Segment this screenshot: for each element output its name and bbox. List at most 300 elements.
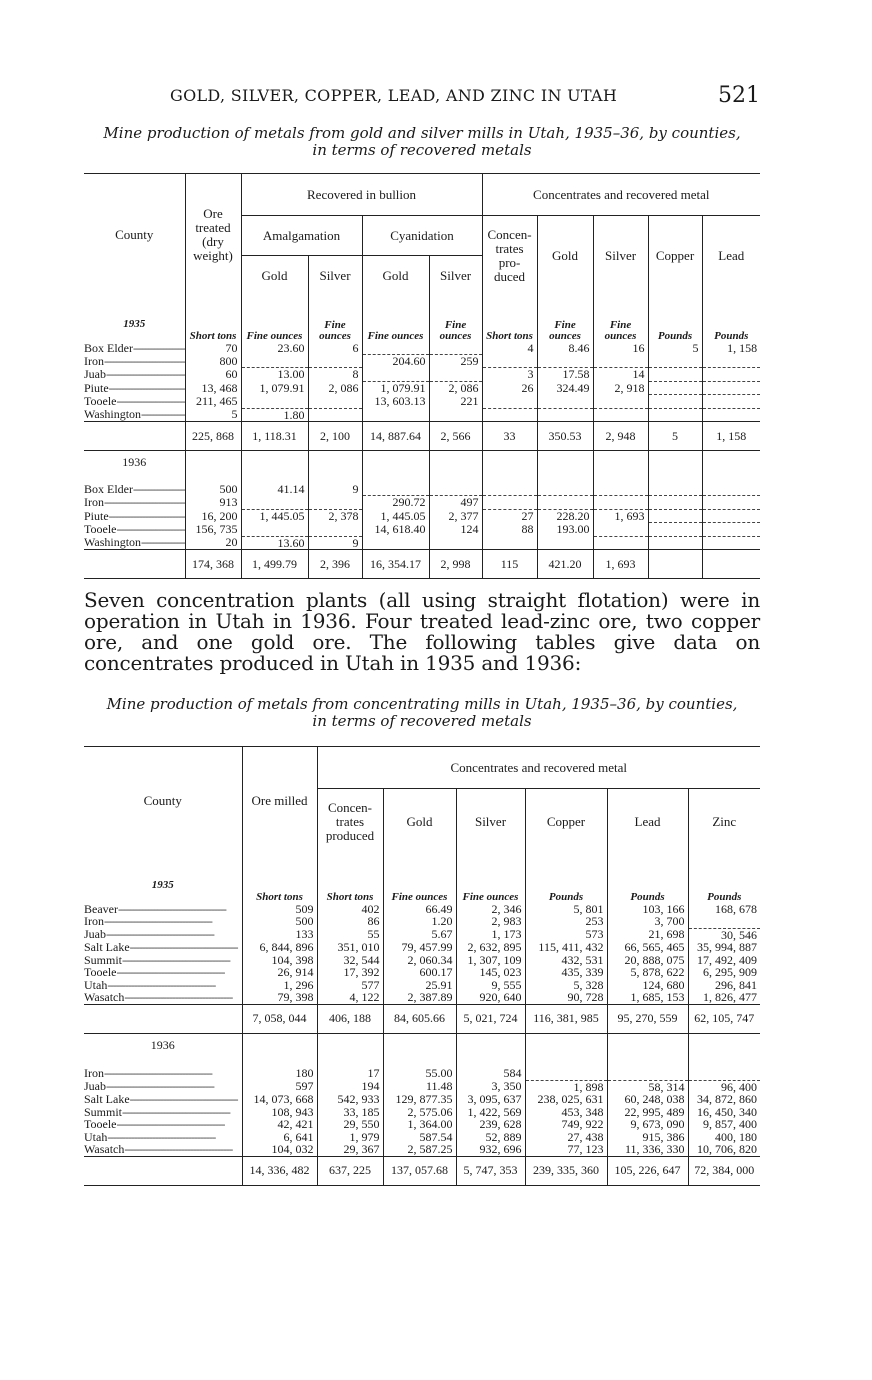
table-cell: 104, 032 <box>242 1143 317 1156</box>
table-cell <box>537 536 593 550</box>
total-cell: 116, 381, 985 <box>525 1004 607 1033</box>
total-cell: 5, 021, 724 <box>456 1004 525 1033</box>
total-cell: 637, 225 <box>317 1156 383 1185</box>
table-cell: 1, 422, 569 <box>456 1106 525 1119</box>
table-cell: 2, 378 <box>308 509 362 523</box>
table-cell <box>702 355 760 368</box>
table-cell: 16, 450, 340 <box>688 1106 760 1119</box>
table-cell: 9, 555 <box>456 979 525 992</box>
table-cell: 13.60 <box>241 536 308 550</box>
county-name <box>84 903 242 916</box>
table-cell <box>702 523 760 537</box>
unit-label: Fine ounces <box>593 296 648 342</box>
table-cell: 103, 166 <box>607 903 688 916</box>
table-cell: 11, 336, 330 <box>607 1143 688 1156</box>
table1-caption-line1: Mine production of metals from gold and silver mills in Utah, 1935–36, by counties, <box>103 124 741 142</box>
table-cell: 800 <box>185 355 241 368</box>
spacer-cell <box>241 451 308 483</box>
total-cell: 16, 354.17 <box>362 550 429 579</box>
county-name <box>84 509 185 523</box>
table-cell: 5, 328 <box>525 979 607 992</box>
county-name <box>84 1067 242 1080</box>
table-cell: 25.91 <box>383 979 456 992</box>
table-cell: 90, 728 <box>525 991 607 1004</box>
county-label: Tooele ----- <box>84 395 185 409</box>
total-cell: 5, 747, 353 <box>456 1156 525 1185</box>
body-paragraph: Seven concentration plants (all using straight flotation) were in operation in Utah in 1936. Four treated lead-zinc ore, two copper ore, and one gold ore. The following tables give data on concentrates produced in Utah in 1935 and 1936: <box>84 588 760 675</box>
county-name <box>84 1080 242 1093</box>
table-row <box>84 509 760 523</box>
table-cell: 435, 339 <box>525 966 607 979</box>
table-cell: 3, 350 <box>456 1080 525 1093</box>
table-row <box>84 1106 760 1119</box>
col-header-amalg-silver: Silver <box>308 256 362 296</box>
table-row <box>84 979 760 992</box>
col-header-amalg-gold: Gold <box>241 256 308 296</box>
table-cell: 108, 943 <box>242 1106 317 1119</box>
table-cell: 34, 872, 860 <box>688 1093 760 1106</box>
total-cell: 2, 396 <box>308 550 362 579</box>
table-row <box>84 1118 760 1131</box>
units-row <box>84 855 760 903</box>
table-row <box>84 991 760 1004</box>
county-name <box>84 1131 242 1144</box>
table-cell: 133 <box>242 928 317 941</box>
county-name <box>84 342 185 355</box>
table-cell <box>482 496 537 510</box>
county-label: Salt Lake ----- <box>84 1093 238 1106</box>
table-cell: 584 <box>456 1067 525 1080</box>
table-cell: 5 <box>648 342 702 355</box>
table-cell: 204.60 <box>362 355 429 368</box>
table-cell: 3 <box>482 368 537 382</box>
table-cell: 180 <box>242 1067 317 1080</box>
table-cell <box>308 395 362 409</box>
table-cell <box>688 915 760 928</box>
table-cell: 290.72 <box>362 496 429 510</box>
table-cell: 932, 696 <box>456 1143 525 1156</box>
table-cell: 17, 392 <box>317 966 383 979</box>
unit-label: Fine ounces <box>383 855 456 903</box>
table-cell <box>241 355 308 368</box>
table-cell: 2, 632, 895 <box>456 941 525 954</box>
table-cell: 193.00 <box>537 523 593 537</box>
table-row <box>84 536 760 550</box>
county-name <box>84 496 185 510</box>
table-cell: 55.00 <box>383 1067 456 1080</box>
table-cell: 5.67 <box>383 928 456 941</box>
table-cell: 41.14 <box>241 483 308 496</box>
unit-label: Fine ounces <box>537 296 593 342</box>
county-label: Summit ----- <box>84 1106 230 1119</box>
county-name <box>84 966 242 979</box>
table-row <box>84 368 760 382</box>
county-label: Juab ----- <box>84 368 185 382</box>
table-cell: 27 <box>482 509 537 523</box>
table-cell: 1, 173 <box>456 928 525 941</box>
table-row <box>84 1131 760 1144</box>
units-row <box>84 296 760 342</box>
table-cell <box>241 496 308 510</box>
county-name <box>84 381 185 395</box>
total-cell: 14, 887.64 <box>362 422 429 451</box>
table-cell: 1.80 <box>241 408 308 422</box>
total-cell: 62, 105, 747 <box>688 1004 760 1033</box>
table-row <box>84 941 760 954</box>
concentrating-mills-table <box>84 746 760 1186</box>
table-cell <box>593 496 648 510</box>
table-cell: 509 <box>242 903 317 916</box>
unit-label: Short tons <box>242 855 317 903</box>
table-row <box>84 483 760 496</box>
col-header-ore-treated: Ore treated (dry weight) <box>185 174 241 296</box>
table-cell: 1, 693 <box>593 509 648 523</box>
table-cell <box>702 509 760 523</box>
table-cell: 58, 314 <box>607 1080 688 1093</box>
spacer-cell <box>362 451 429 483</box>
total-label-cell <box>84 1004 242 1033</box>
table-cell <box>537 496 593 510</box>
table-cell <box>241 523 308 537</box>
table-cell: 238, 025, 631 <box>525 1093 607 1106</box>
county-label: Salt Lake ----- <box>84 941 238 954</box>
table-cell: 88 <box>482 523 537 537</box>
table-cell <box>702 381 760 395</box>
table-cell <box>593 408 648 422</box>
total-cell: 7, 058, 044 <box>242 1004 317 1033</box>
table-row <box>84 915 760 928</box>
table-cell: 145, 023 <box>456 966 525 979</box>
table-cell: 124, 680 <box>607 979 688 992</box>
total-cell: 2, 566 <box>429 422 482 451</box>
table-cell: 239, 628 <box>456 1118 525 1131</box>
table-cell <box>648 408 702 422</box>
table-cell: 55 <box>317 928 383 941</box>
table-cell <box>482 408 537 422</box>
county-name <box>84 915 242 928</box>
table-cell: 29, 550 <box>317 1118 383 1131</box>
total-cell: 239, 335, 360 <box>525 1156 607 1185</box>
table-cell: 5, 878, 622 <box>607 966 688 979</box>
table-cell <box>308 496 362 510</box>
table-cell: 70 <box>185 342 241 355</box>
table-cell: 79, 398 <box>242 991 317 1004</box>
table2-caption-line1: Mine production of metals from concentrating mills in Utah, 1935–36, by counties, <box>106 695 738 713</box>
table-cell: 324.49 <box>537 381 593 395</box>
group-header-concentrates: Concentrates and recovered metal <box>482 174 760 216</box>
table-row <box>84 342 760 355</box>
total-cell: 2, 998 <box>429 550 482 579</box>
table-cell: 20 <box>185 536 241 550</box>
county-name <box>84 979 242 992</box>
table-cell: 573 <box>525 928 607 941</box>
table-cell: 11.48 <box>383 1080 456 1093</box>
col-header-concentrates-produced: Concen-trates produced <box>317 789 383 855</box>
table-cell: 1, 445.05 <box>362 509 429 523</box>
unit-label: Fine ounces <box>429 296 482 342</box>
table-cell: 1, 296 <box>242 979 317 992</box>
page-number: 521 <box>718 83 760 108</box>
table-cell: 6, 844, 896 <box>242 941 317 954</box>
table-cell: 2, 060.34 <box>383 954 456 967</box>
table-cell: 2, 918 <box>593 381 648 395</box>
spacer-cell <box>383 1033 456 1067</box>
table-cell: 9 <box>308 483 362 496</box>
table-cell: 1, 158 <box>702 342 760 355</box>
table-cell: 20, 888, 075 <box>607 954 688 967</box>
total-cell: 1, 158 <box>702 422 760 451</box>
table-cell: 10, 706, 820 <box>688 1143 760 1156</box>
table-cell: 2, 575.06 <box>383 1106 456 1119</box>
county-label: Juab ----- <box>84 928 214 941</box>
total-cell: 1, 118.31 <box>241 422 308 451</box>
unit-label: Pounds <box>688 855 760 903</box>
table-cell: 9, 673, 090 <box>607 1118 688 1131</box>
table-cell: 228.20 <box>537 509 593 523</box>
spacer-cell <box>525 1033 607 1067</box>
table-row <box>84 1067 760 1080</box>
table-cell <box>362 536 429 550</box>
year-label-1936: 1936 <box>122 455 147 469</box>
col-header-cyan-silver: Silver <box>429 256 482 296</box>
table-cell <box>482 483 537 496</box>
table-cell: 115, 411, 432 <box>525 941 607 954</box>
table-cell: 129, 877.35 <box>383 1093 456 1106</box>
table-cell <box>537 355 593 368</box>
table-cell: 124 <box>429 523 482 537</box>
table-cell: 587.54 <box>383 1131 456 1144</box>
table-cell <box>702 496 760 510</box>
county-label: Piute ----- <box>84 381 185 395</box>
table-cell: 29, 367 <box>317 1143 383 1156</box>
table-cell: 2, 587.25 <box>383 1143 456 1156</box>
table1-caption-line2: in terms of recovered metals <box>312 141 532 159</box>
table-cell <box>648 395 702 409</box>
total-cell: 1, 693 <box>593 550 648 579</box>
table-cell: 259 <box>429 355 482 368</box>
table-cell: 542, 933 <box>317 1093 383 1106</box>
table-cell <box>308 523 362 537</box>
table-cell: 26, 914 <box>242 966 317 979</box>
table-row <box>84 954 760 967</box>
unit-label: Short tons <box>317 855 383 903</box>
spacer-cell <box>593 451 648 483</box>
table-cell <box>648 355 702 368</box>
table-cell: 6, 295, 909 <box>688 966 760 979</box>
table-cell: 2, 346 <box>456 903 525 916</box>
table-cell: 79, 457.99 <box>383 941 456 954</box>
table-cell: 2, 377 <box>429 509 482 523</box>
unit-label: Fine ounces <box>308 296 362 342</box>
county-label: Iron ----- <box>84 915 212 928</box>
col-header-copper: Copper <box>648 216 702 296</box>
county-label: Washington ----- <box>84 408 185 421</box>
table-cell: 52, 889 <box>456 1131 525 1144</box>
table-cell <box>429 483 482 496</box>
county-name <box>84 536 185 550</box>
table-row <box>84 408 760 422</box>
col-header-conc-gold: Gold <box>537 216 593 296</box>
table-cell: 8.46 <box>537 342 593 355</box>
running-title: GOLD, SILVER, COPPER, LEAD, AND ZINC IN UTAH <box>170 86 618 105</box>
table-cell: 1, 079.91 <box>241 381 308 395</box>
table-cell: 13.00 <box>241 368 308 382</box>
col-header-lead: Lead <box>702 216 760 296</box>
unit-label: Fine ounces <box>456 855 525 903</box>
total-cell: 2, 948 <box>593 422 648 451</box>
table-cell: 17 <box>317 1067 383 1080</box>
county-name <box>84 408 185 422</box>
unit-label: Fine ounces <box>362 296 429 342</box>
table-cell: 2, 086 <box>308 381 362 395</box>
table-cell: 60 <box>185 368 241 382</box>
table-cell <box>593 355 648 368</box>
spacer-cell <box>702 451 760 483</box>
table-row <box>84 381 760 395</box>
county-name <box>84 1106 242 1119</box>
table-cell: 4 <box>482 342 537 355</box>
table-cell <box>648 536 702 550</box>
table-cell: 66, 565, 465 <box>607 941 688 954</box>
table-cell <box>308 355 362 368</box>
spacer-cell <box>648 451 702 483</box>
table-cell <box>482 395 537 409</box>
group-header-bullion: Recovered in bullion <box>241 174 482 216</box>
col-header-ore-milled: Ore milled <box>242 747 317 855</box>
table-cell <box>525 1067 607 1080</box>
table-cell: 23.60 <box>241 342 308 355</box>
total-cell: 406, 188 <box>317 1004 383 1033</box>
table-cell <box>537 395 593 409</box>
table-cell: 1, 898 <box>525 1080 607 1093</box>
table2-caption <box>84 696 760 730</box>
table-row <box>84 928 760 941</box>
total-cell: 14, 336, 482 <box>242 1156 317 1185</box>
table-cell <box>688 1067 760 1080</box>
col-header-gold: Gold <box>383 789 456 855</box>
county-name <box>84 941 242 954</box>
county-label: Box Elder ----- <box>84 342 185 355</box>
table-cell <box>537 408 593 422</box>
table-cell: 14, 618.40 <box>362 523 429 537</box>
table-cell <box>702 536 760 550</box>
gold-silver-mills-table <box>84 173 760 579</box>
table-cell: 1, 685, 153 <box>607 991 688 1004</box>
table-cell: 22, 995, 489 <box>607 1106 688 1119</box>
unit-label: Short tons <box>482 296 537 342</box>
table-cell <box>362 368 429 382</box>
subheader-amalgamation: Amalgamation <box>241 216 362 256</box>
table-cell: 21, 698 <box>607 928 688 941</box>
table2-caption-line2: in terms of recovered metals <box>312 712 532 730</box>
table-cell <box>362 408 429 422</box>
table-cell: 17, 492, 409 <box>688 954 760 967</box>
table-cell <box>482 355 537 368</box>
table-cell: 35, 994, 887 <box>688 941 760 954</box>
col-header-county: County <box>115 226 154 242</box>
total-cell: 137, 057.68 <box>383 1156 456 1185</box>
table-row <box>84 1093 760 1106</box>
county-label: Iron ----- <box>84 496 185 510</box>
col-header-cyan-gold: Gold <box>362 256 429 296</box>
table-row <box>84 395 760 409</box>
spacer-cell <box>456 1033 525 1067</box>
table-cell: 1.20 <box>383 915 456 928</box>
table-cell <box>429 342 482 355</box>
table-cell: 1, 979 <box>317 1131 383 1144</box>
col-header-concentrates-produced: Concen-trates pro-duced <box>482 216 537 296</box>
table-row <box>84 496 760 510</box>
year-label-1936: 1936 <box>150 1037 175 1052</box>
table-cell <box>362 483 429 496</box>
table-cell: 915, 386 <box>607 1131 688 1144</box>
table-cell <box>362 342 429 355</box>
table-cell: 400, 180 <box>688 1131 760 1144</box>
table-cell: 9 <box>308 536 362 550</box>
year-row <box>84 1033 760 1067</box>
county-label: Tooele ----- <box>84 1118 224 1131</box>
table-cell: 3, 095, 637 <box>456 1093 525 1106</box>
total-label-cell <box>84 1156 242 1185</box>
unit-label: Pounds <box>648 296 702 342</box>
unit-label: Fine ounces <box>241 296 308 342</box>
table-cell <box>308 408 362 422</box>
table-cell <box>648 368 702 382</box>
county-name <box>84 523 185 537</box>
year-label-1935: 1935 <box>123 317 146 330</box>
table-cell: 3, 700 <box>607 915 688 928</box>
county-label: Summit ----- <box>84 954 230 967</box>
col-header-copper: Copper <box>525 789 607 855</box>
county-name <box>84 1143 242 1156</box>
table-cell: 30, 546 <box>688 928 760 941</box>
table-cell: 597 <box>242 1080 317 1093</box>
total-cell: 5 <box>648 422 702 451</box>
year-label-1935: 1935 <box>151 878 174 891</box>
spacer-cell <box>482 451 537 483</box>
total-row <box>84 550 760 579</box>
county-name <box>84 991 242 1004</box>
table-row <box>84 523 760 537</box>
table-cell: 253 <box>525 915 607 928</box>
col-header-conc-silver: Silver <box>593 216 648 296</box>
table-cell <box>429 536 482 550</box>
county-label: Tooele ----- <box>84 966 224 979</box>
county-name <box>84 1093 242 1106</box>
table-cell: 600.17 <box>383 966 456 979</box>
total-cell: 33 <box>482 422 537 451</box>
table-cell: 749, 922 <box>525 1118 607 1131</box>
table-row <box>84 1143 760 1156</box>
table-cell: 156, 735 <box>185 523 241 537</box>
table-cell <box>648 496 702 510</box>
table-cell: 402 <box>317 903 383 916</box>
total-cell <box>648 550 702 579</box>
table-cell: 32, 544 <box>317 954 383 967</box>
total-cell: 115 <box>482 550 537 579</box>
table-row <box>84 1080 760 1093</box>
total-label-cell <box>84 422 185 451</box>
total-row <box>84 1156 760 1185</box>
table-cell: 194 <box>317 1080 383 1093</box>
table-cell <box>648 483 702 496</box>
table-cell <box>482 536 537 550</box>
table-cell: 351, 010 <box>317 941 383 954</box>
table-cell <box>702 368 760 382</box>
table-cell <box>593 483 648 496</box>
table-cell: 42, 421 <box>242 1118 317 1131</box>
spacer-cell <box>537 451 593 483</box>
